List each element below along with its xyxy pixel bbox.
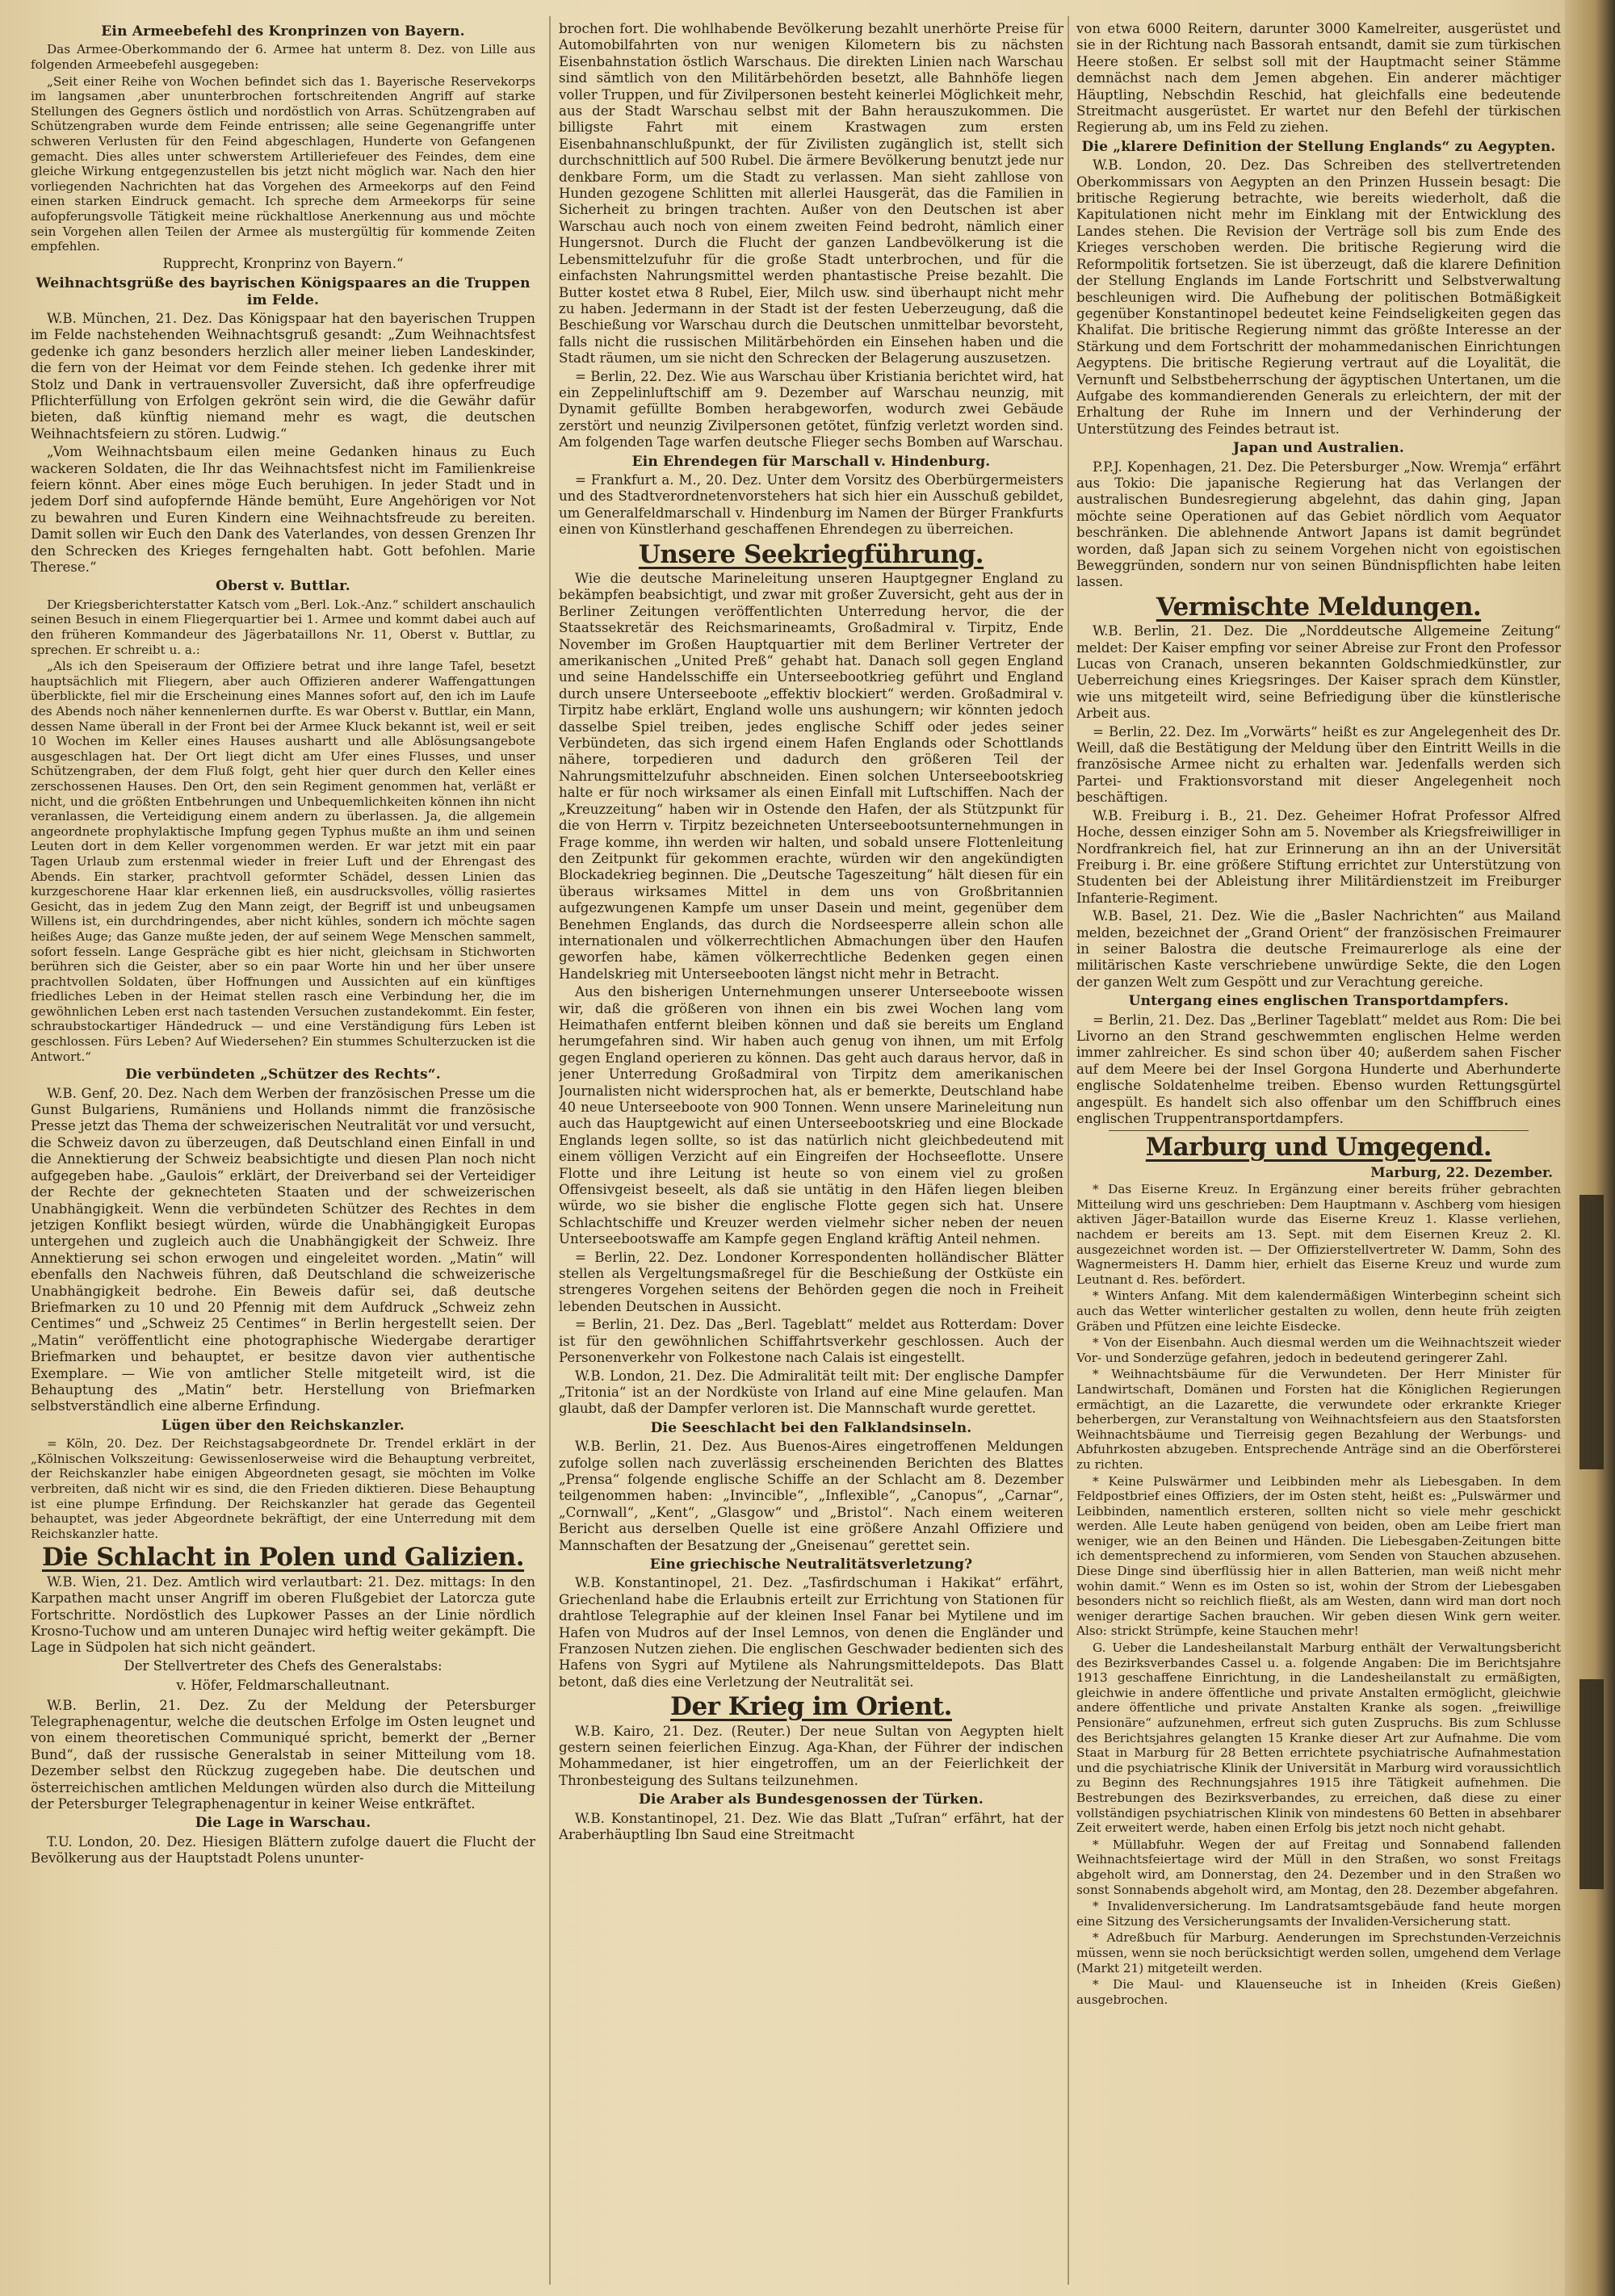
article-paragraph: W.B. Konstantinopel, 21. Dez. Wie das Blatt „Tuſran“ erfährt, hat der Araberhäuptling Ibn Saud eine Streitmacht <box>559 1810 1063 1843</box>
article-paragraph: P.P.J. Kopenhagen, 21. Dez. Die Petersburger „Now. Wremja“ erfährt aus Tokio: Die japanische Regierung hat das Verlangen der australischen Bundesregierung abgelehnt, das dahin ging, Japan möchte seine Operationen auf das Gebiet nördlich vom Aequator beschränken. Die ablehnende Antwort Japans ist damit begründet worden, daß Japan sich zu seinem Vorgehen nicht von egoistischen Beweggründen, sondern nur von seinen Bündnispflichten habe leiten lassen. <box>1076 459 1561 590</box>
local-news-item: * Müllabfuhr. Wegen der auf Freitag und Sonnabend fallenden Weihnachtsfeiertage wird der Müll in den Straßen, wo sonst Freitags abgeholt wird, am Donnerstag, den 24. Dezember und in den Straßen wo sonst Sonnabends abgeholt wird, am Montag, den 28. Dezember abgefahren. <box>1076 1837 1561 1897</box>
article-paragraph: = Berlin, 21. Dez. Das „Berl. Tageblatt“ meldet aus Rotterdam: Dover ist für den gewöhnlichen Schiffahrtsverkehr geschlossen. Auch der Personenverkehr von Folkestone nach Calais ist eingestellt. <box>559 1317 1063 1366</box>
article-paragraph: = Berlin, 22. Dez. Im „Vorwärts“ heißt es zur Angelegenheit des Dr. Weill, daß die Bestätigung der Meldung über den Eintritt Weills in die französische Armee nicht zu erhalten war. Jedenfalls werden sich Partei- und Fraktionsvorstand mit dieser Angelegenheit noch beschäftigen. <box>1076 723 1561 806</box>
article-paragraph: Das Armee-Oberkommando der 6. Armee hat unterm 8. Dez. von Lille aus folgenden Armeebefehl ausgegeben: <box>31 42 535 72</box>
headline-schuetzer: Die verbündeten „Schützer des Rechts“. <box>125 1066 441 1083</box>
article-paragraph: W.B. Freiburg i. B., 21. Dez. Geheimer Hofrat Professor Alfred Hoche, dessen einziger Sohn am 5. November als Kriegsfreiwilliger in Nordfrankreich fiel, hat zur Erinnerung an ihn an der Universität Freiburg i. Br. eine größere Stiftung errichtet zur Unterstützung von Studenten bei der Ableistung ihrer Militärdienstzeit im Freiburger Infanterie-Regiment. <box>1076 807 1561 906</box>
headline-japan: Japan und Australien. <box>1233 440 1404 457</box>
local-news-item: * Keine Pulswärmer und Leibbinden mehr als Liebesgaben. In dem Feldpostbrief eines Offiziers, der im Osten steht, heißt es: „Pulswärmer und Leibbinden, namentlich ersteren, sollten nicht so viele mehr geschickt werden. Alle Leute haben genügend von beiden, oben am Leibe friert man weniger, wie an den Beinen und Händen. Die Liebesgaben-Zeitungen bitte ich dementsprechend zu informieren, vom Senden von Stauchen abzusehen. Diese Dinge sind überflüssig hier in allen Batterien, man weiß nicht mehr wohin damit.“ Wenn es im Osten so ist, wohin der Strom der Liebesgaben besonders nicht so reichlich fließt, als am Westen, dann wird man dort noch weniger derartige Sachen brauchen. Wir geben diesen Wink gern weiter. Also: strickt Strümpfe, keine Stauchen mehr! <box>1076 1473 1561 1639</box>
article-paragraph: W.B. Wien, 21. Dez. Amtlich wird verlautbart: 21. Dez. mittags: In den Karpathen macht unser Angriff im oberen Flußgebiet der Latorcza gute Fortschritte. Nordöstlich des Lupkower Passes an der Linie nördlich Krosno-Tuchow und am unteren Dunajec wird heftig weiter gekämpft. Die Lage in Südpolen hat sich nicht geändert. <box>31 1573 535 1656</box>
headline-luegen: Lügen über den Reichskanzler. <box>161 1417 405 1434</box>
headline-warschau: Die Lage in Warschau. <box>195 1815 371 1832</box>
column-3 <box>1076 21 1561 2281</box>
article-paragraph: W.B. London, 21. Dez. Die Admiralität teilt mit: Der englische Dampfer „Tritonia“ ist an der Nordküste von Irland auf eine Mine gelaufen. Man glaubt, daß der Dampfer verloren ist. Die Mannschaft wurde gerettet. <box>559 1368 1063 1417</box>
article-paragraph: „Seit einer Reihe von Wochen befindet sich das 1. Bayerische Reservekorps im langsamen ‚aber ununterbrochen fortschreitenden Angriff auf starke Stellungen des Gegners östlich und nordöstlich von Arras. Schützengraben auf Schützengraben wurde dem Feinde entrissen; alle seine Gegenangriffe unter schweren Verlusten für den Feind abgeschlagen, Hunderte von Gefangenen gemacht. Dies alles unter schwerstem Artilleriefeuer des Feindes, dem eine gleiche Wirkung entgegenzustellen bis jetzt nicht möglich war. Nach den hier vorliegenden Nachrichten hat das Vorgehen des Armeekorps auf den Feind einen starken Eindruck gemacht. Ich spreche dem Armeekorps für seine aufopferungsvolle Tätigkeit meine rückhaltlose Anerkennung aus und möchte sein Vorgehen allen Teilen der Armee als mustergültig für kommende Zeiten empfehlen. <box>31 73 535 254</box>
column-2 <box>559 21 1063 2281</box>
headline-araber: Die Araber als Bundesgenossen der Türken. <box>639 1791 984 1808</box>
headline-buttlar: Oberst v. Buttlar. <box>216 578 350 595</box>
article-paragraph: W.B. Berlin, 21. Dez. Die „Norddeutsche Allgemeine Zeitung“ meldet: Der Kaiser empfing vor seiner Abreise zur Front den Professor Lucas von Cranach, unseren bekannten Goldschmiedkünstler, zur Ueberreichung eines Kriegsringes. Der Kaiser sprach dem Künstler, wie uns mitgeteilt wird, seine Befriedigung über die künstlerische Arbeit aus. <box>1076 623 1561 722</box>
headline-seekrieg: Unsere Seekriegführung. <box>638 539 984 569</box>
article-paragraph: „Als ich den Speiseraum der Offiziere betrat und ihre lange Tafel, besetzt hauptsächlich mit Fliegern, aber auch Offizieren anderer Waffengattungen überblickte, fiel mir die Erscheinung eines Mannes sofort auf, den ich im Laufe des Abends noch näher kennenlernen durfte. Es war Oberst v. Buttlar, ein Mann, dessen Name überall in der Front bei der Armee Kluck bekannt ist, weil er seit 10 Wochen im Keller eines Hauses aushartt und alle Ablösungsangebote ausgeschlagen hat. Der Ort liegt dicht am Ufer eines Flusses, und unser Schützengraben, der dem Fluß folgt, geht hier quer durch den Keller eines zerschossenen Hauses. Den Ort, den sein Regiment genommen hat, verläßt er nicht, und die größten Entbehrungen und Unbequemlichkeiten können ihn nicht veranlassen, die Verteidigung einem andern zu überlassen. Ja, die allgemein angeordnete prophylaktische Impfung gegen Typhus mußte an ihm und seinen Leuten dort in dem Keller vorgenommen werden. Er war jetzt mit ein paar Tagen Urlaub zum erstenmal wieder in freier Luft und der Ehrengast des Abends. Ein starker, prachtvoll geformter Schädel, dessen Linien das kurzgeschorene Haar klar erkennen ließ, ein ausdrucksvolles, völlig rasiertes Gesicht, das in jedem Zug den Mann zeigt, der Begriff ist und unbeugsamen Willens ist, ein durchdringendes, aber nicht kühles, sondern ich möchte sagen heißes Auge; das Ganze mußte jeden, der auf seinem Wege Menschen sammelt, sofort fesseln. Lange Gespräche gibt es hier nicht, gleichsam in Stichworten berühren sich die Geister, aber so ein paar Worte hin und her über unsere prachtvollen Soldaten, über Hoffnungen und Aussichten auf ein künftiges friedliches Leben in der Heimat stellen rasch eine Verbindung her, die im gewöhnlichen Leben erst nach tastenden Versuchen zustandekommt. Ein fester, schraubstockartiger Händedruck — und eine Verständigung fürs Leben ist geschlossen. Fürs Leben? Auf Wiedersehen? Ein stummes Schulterzucken ist die Antwort.“ <box>31 659 535 1064</box>
article-paragraph: „Vom Weihnachtsbaum eilen meine Gedanken hinaus zu Euch wackeren Soldaten, die Ihr das Weihnachtsfest nicht im Familienkreise feiern könnt. Aber eines möge Euch beruhigen. In jeder Stadt und in jedem Dorf sind aufopfernde Hände bemüht, Eure Angehörigen vor Not zu bewahren und Euren Kindern eine Weihnachtsfreude zu bereiten. Damit sollen wir Euch den Dank des Vaterlandes, von dessen Grenzen Ihr den Schrecken des Krieges ferngehalten habt. Gott befohlen. Marie Therese.“ <box>31 444 535 576</box>
article-paragraph: = Berlin, 22. Dez. Wie aus Warschau über Kristiania berichtet wird, hat ein Zeppelinluftschiff am 9. Dezember auf Warschau neunzig, mit Dynamit gefüllte Bomben herabgeworfen, wodurch zwei Gebäude zerstört und neunzig Zivilpersonen getötet, fünfzig verletzt worden sind. Am folgenden Tage warfen deutsche Flieger sechs Bomben auf Warschau. <box>559 368 1063 450</box>
section-divider <box>1109 1130 1529 1131</box>
local-news-item: * Weihnachtsbäume für die Verwundeten. Der Herr Minister für Landwirtschaft, Domänen und Forsten hat die Königlichen Regierungen ermächtigt, an die Lazarette, die verwundete oder erkrankte Krieger beherbergen, zur Veranstaltung von Weihnachtsfeiern aus den Staatsforsten Weihnachtsbäume und Tierreisig gegen Bezahlung der Werbungs- und Abfuhrkosten abzugeben. Entsprechende Anträge sind an die Oberförsterei zu richten. <box>1076 1367 1561 1472</box>
column-1 <box>31 21 535 2281</box>
headline-ehrendegen: Ein Ehrendegen für Marschall v. Hindenburg. <box>631 453 991 470</box>
signature: Rupprecht, Kronprinz von Bayern.“ <box>162 255 404 271</box>
article-paragraph: W.B. Berlin, 21. Dez. Aus Buenos-Aires eingetroffenen Meldungen zufolge sollen nach zuverlässig erscheinenden Berichten des Blattes „Prensa“ folgende englische Schiffe an der Schlacht am 8. Dezember teilgenommen haben: „Invincible“, „Inflexible“, „Canopus“, „Carnar“, „Cornwall“, „Kent“, „Glasgow“ und „Bristol“. Nach einem weiteren Bericht aus derselben Quelle ist eine größere Anzahl Offiziere und Mannschaften der Besatzung der „Gneisenau“ gerettet sein. <box>559 1439 1063 1553</box>
headline-polen: Die Schlacht in Polen und Galizien. <box>41 1543 525 1573</box>
local-news-item: * Invalidenversicherung. Im Landratsamtsgebäude fand heute morgen eine Sitzung des Versicherungsamts der Invaliden-Versicherung statt. <box>1076 1899 1561 1929</box>
article-paragraph: Aus den bisherigen Unternehmungen unserer Unterseeboote wissen wir, daß die größeren von ihnen ein bis zwei Wochen lang vom Heimathafen entfernt bleiben können und daß sie bereits um England herumgefahren sind. Wir haben auch genug von ihnen, um mit Erfolg gegen England operieren zu können. Das geht auch daraus hervor, daß in jener Unterredung Großadmiral von Tirpitz dem amerikanischen Journalisten nicht widersprochen hat, als er bemerkte, Deutschland habe 40 neue Unterseeboote von 900 Tonnen. Wenn unsere Marineleitung nun auch das Hauptgewicht auf einen Unterseebootskrieg und eine Blockade Englands legen sollte, so ist das natürlich nicht gleichbedeutend mit einem völligen Verzicht auf ein Eingreifen der Hochseeflotte. Unsere Flotte und ihre Leitung ist heute so von einem viel zu großen Offensivgeist beseelt, als daß sie untätig in den Häfen liegen bleiben würde, wo sie bisher die englische Flotte gegen sich hat. Unsere Schlachtschiffe und Kreuzer werden vielmehr sicher neben der neuen Unterseebootswaffe am Kampfe gegen England kräftig Anteil nehmen. <box>559 984 1063 1247</box>
article-paragraph: W.B. London, 20. Dez. Das Schreiben des stellvertretenden Oberkommissars von Aegypten an den Prinzen Hussein besagt: Die britische Regierung betrachte, wie bereits wiederholt, daß die Kapitulationen nicht mehr im Einklang mit der Entwicklung des Landes stehen. Die Revision der Verträge soll bis zum Ende des Krieges verschoben werden. Die britische Regierung wird die Reformpolitik fortsetzen. Sie ist überzeugt, daß die klarere Definition der Stellung Englands im Lande Fortschritt und Selbstverwaltung beschleunigen wird. Die Aufhebung der politischen Botmäßigkeit gegenüber Konstantinopel bedeutet keine Feindseligkeiten gegen das Khalifat. Die britische Regierung nimmt das größte Interesse an der Stärkung und dem Fortschritt der mohammedanischen Einrichtungen Aegyptens. Die britische Regierung vertraut auf die Loyalität, die Vernunft und Selbstbeherrschung der ägyptischen Untertanen, um die Aufgabe des kommandierenden Generals zu erleichtern, der mit der Erhaltung der Ruhe im Innern und der Verhinderung der Unterstützung des Feindes betraut ist. <box>1076 157 1561 437</box>
column-rule <box>1068 16 1069 2285</box>
article-paragraph: W.B. Berlin, 21. Dez. Zu der Meldung der Petersburger Telegraphenagentur, welche die deutschen Erfolge im Osten leugnet und von einem theoretischen Communiqué spricht, bemerkt der „Berner Bund“, daß der russische Generalstab in seiner Mitteilung vom 18. Dezember selbst den Rückzug zugegeben habe. Die deutschen und österreichischen amtlichen Meldungen würden also durch die Mitteilung der Petersburger Telegraphenagentur in keiner Weise entkräftet. <box>31 1697 535 1812</box>
neighbor-page-fragment <box>1579 1679 1604 1889</box>
article-paragraph: = Berlin, 21. Dez. Das „Berliner Tageblatt“ meldet aus Rom: Die bei Livorno an den Strand geschwemmten englischen Helme werden immer zahlreicher. Es sind schon über 40; außerdem sahen Fischer auf dem Meere bei der Insel Gorgona Hunderte und Aberhunderte englische Soldatenhelme treiben. Ebenso wurden Rettungsgürtel angespült. Es handelt sich also offenbar um den Schiffbruch eines englischen Truppentransportdampfers. <box>1076 1012 1561 1126</box>
page-edge-shadow <box>1565 0 1615 2296</box>
article-paragraph: W.B. München, 21. Dez. Das Königspaar hat den bayerischen Truppen im Felde nachstehenden Weihnachtsgruß gesandt: „Zum Weihnachtsfest gedenke ich ganz besonders herzlich aller meiner lieben Landeskinder, die fern von der Heimat vor dem Feinde stehen. Ich gedenke ihrer mit Stolz und Dank in vertrauensvoller Zuversicht, daß ihre opferfreudige Pflichterfüllung von Erfolgen gekrönt sein wird, die die Gewähr dafür bieten, daß künftig niemand mehr es wagt, die deutschen Weihnachtsfeiern zu stören. Ludwig.“ <box>31 310 535 442</box>
neighbor-page-fragment <box>1579 1195 1604 1469</box>
headline-weihnacht: Weihnachtsgrüße des bayrischen Königspaares an die Truppen im Felde. <box>36 275 531 308</box>
article-paragraph: W.B. Konstantinopel, 21. Dez. „Tasfirdschuman i Hakikat“ erfährt, Griechenland habe die Erlaubnis erteilt zur Errichtung von Stationen für drahtlose Telegraphie auf der kleinen Insel Fanar bei Mytilene und im Hafen von Mudros auf der Insel Lemnos, von denen die Engländer und Franzosen Nutzen ziehen. Die englischen Geschwader bedienten sich des Hafens von Sygri auf Mytilene als Nahrungsmitteldepots. Das Blatt betont, daß dies eine Verletzung der Neutralität sei. <box>559 1575 1063 1690</box>
article-paragraph: T.U. London, 20. Dez. Hiesigen Blättern zufolge dauert die Flucht der Bevölkerung aus der Hauptstadt Polens ununter- <box>31 1833 535 1867</box>
headline-vermischte: Vermischte Meldungen. <box>1156 592 1482 622</box>
headline-orient: Der Krieg im Orient. <box>670 1692 952 1722</box>
dateline: Marburg, 22. Dezember. <box>1370 1163 1553 1180</box>
local-news-item: G. Ueber die Landesheilanstalt Marburg enthält der Verwaltungsbericht des Bezirksverbandes Cassel u. a. folgende Angaben: Die im Berichtsjahre 1913 geschaffene Einrichtung, in die Landesheilanstalt zu ermäßigten, gleichwie in andere öffentliche und private Anstalten ermöglicht, gleichwie andere öffentliche und private Anstalten Kranke als sogen. „freiwillige Pensionäre“ aufzunehmen, erfreut sich guten Zuspruchs. Bis zum Schlusse des Berichtsjahres gelangten 15 Kranke dieser Art zur Aufnahme. Die vom Staat in Marburg für 28 Betten errichtete psychiatrische Aufnahmestation und die psychiatrische Klinik der Universität in Marburg wird voraussichtlich zu Beginn des Rechnungsjahres 1915 ihre Tätigkeit aufnehmen. Die Bestrebungen des Bezirksverbandes, zu erreichen, daß diese zu einer vollständigen psychiatrischen Klinik von mindestens 60 Betten in absehbarer Zeit erweitert werde, haben einen Erfolg bis jetzt noch nicht gehabt. <box>1076 1640 1561 1836</box>
signature: v. Höfer, Feldmarschalleutnant. <box>176 1678 390 1694</box>
local-news-item: * Winters Anfang. Mit dem kalendermäßigen Winterbeginn scheint sich auch das Wetter winterlicher gestalten zu wollen, denn heute früh zeigten Gräben und Pfützen eine leichte Eisdecke. <box>1076 1288 1561 1334</box>
article-paragraph: Der Kriegsberichterstatter Katsch vom „Berl. Lok.-Anz.“ schildert anschaulich seinen Besuch in einem Fliegerquartier bei 1. Armee und kommt dabei auch auf den früheren Kommandeur des Jägerbataillons Nr. 11, Oberst v. Buttlar, zu sprechen. Er schreibt u. a.: <box>31 597 535 657</box>
headline-neutral: Eine griechische Neutralitätsverletzung? <box>649 1556 973 1573</box>
local-news-item: * Adreßbuch für Marburg. Aenderungen im Sprechstunden-Verzeichnis müssen, wenn sie noch berücksichtigt werden sollen, umgehend dem Verlage (Markt 21) mitgeteilt werden. <box>1076 1930 1561 1975</box>
headline-marburg: Marburg und Umgegend. <box>1145 1133 1492 1163</box>
headline-falkland: Die Seeschlacht bei den Falklandsinseln. <box>650 1419 972 1436</box>
article-paragraph: Der Stellvertreter des Chefs des Generalstabs: <box>124 1657 443 1674</box>
local-news-item: * Die Maul- und Klauenseuche ist in Inheiden (Kreis Gießen) ausgebrochen. <box>1076 1977 1561 2007</box>
article-paragraph: W.B. Genf, 20. Dez. Nach dem Werben der französischen Presse um die Gunst Bulgariens, Rumäniens und Hollands nimmt die französische Presse jetzt das Thema der schweizerischen Neutralität vor und versucht, die Schweiz davon zu überzeugen, daß Deutschland einen Einfall in und die Annektierung der Schweiz beabsichtigte und diesen Plan noch nicht aufgegeben habe. „Gaulois“ erklärt, der Dreiverband sei der Verteidiger der Rechte der geknechteten Staaten und der schweizerischen Unabhängigkeit. Wenn die verbündeten Schützer des Rechtes in dem jetzigen Konflikt besiegt würden, würde die Unabhängigkeit Europas untergehen und zugleich auch die Unabhängigkeit der Schweiz. Ihre Annektierung sei schon erwogen und eingeleitet worden. „Matin“ will ebenfalls den Nachweis führen, daß Deutschland die schweizerische Unabhängigkeit bedrohe. Ein Beweis dafür sei, daß deutsche Briefmarken zu 10 und 20 Pfennig mit dem Aufdruck „Schweiz zehn Centimes“ und „Schweiz 25 Centimes“ in Berlin hergestellt seien. Der „Matin“ veröffentlicht eine photographische Wiedergabe derartiger Briefmarken und behauptet, er besitze davon vier authentische Exemplare. — Wie von amtlicher Stelle mitgeteilt wird, ist die Behauptung des „Matin“ betr. Herstellung von Briefmarken selbstverständlich eine alberne Erfindung. <box>31 1085 535 1414</box>
headline-aegypten: Die „klarere Definition der Stellung Englands“ zu Aegypten. <box>1081 138 1556 155</box>
article-paragraph: von etwa 6000 Reitern, darunter 3000 Kamelreiter, ausgerüstet und sie in der Richtung nach Bassorah entsandt, damit sie zum türkischen Heere stoßen. Er selbst soll mit der Hauptmacht seiner Stämme demnächst nach dem Jemen abgehen. Ein anderer mächtiger Häuptling, Nebschdin Reschid, hat gleichfalls eine bedeutende Streitmacht ausgerüstet. Er wartet nur den Befehl der türkischen Regierung ab, um ins Feld zu ziehen. <box>1076 21 1561 136</box>
article-paragraph: W.B. Basel, 21. Dez. Wie die „Basler Nachrichten“ aus Mailand melden, bezeichnet der „Grand Orient“ der französischen Freimaurer in seiner Balostra die deutsche Freimaurerloge als eine der militärischen Kaste verschriebene unwürdige Sekte, die den Logen der ganzen Welt zum Gespött und zur Verachtung gereiche. <box>1076 908 1561 990</box>
column-rule <box>549 16 551 2285</box>
article-paragraph: = Berlin, 22. Dez. Londoner Korrespondenten holländischer Blätter stellen als Vergeltungsmaßregel für die Beschießung der Ostküste ein strengeres Vorgehen seitens der Behörden gegen die noch in Freiheit lebenden Deutschen in Aussicht. <box>559 1249 1063 1314</box>
local-news-item: * Von der Eisenbahn. Auch diesmal werden um die Weihnachtszeit wieder Vor- und Sonderzüge gefahren, jedoch in bedeutend geringerer Zahl. <box>1076 1335 1561 1365</box>
article-paragraph: brochen fort. Die wohlhabende Bevölkerung bezahlt unerhörte Preise für Automobilfahrten von nur wenigen Kilometern bis zu nächsten Eisenbahnstation östlich Warschaus. Die direkten Linien nach Warschau sind sämtlich von den Militärbehörden besetzt, alle Bahnhöfe liegen voller Truppen, und für Zivilpersonen besteht keinerlei Möglichkeit mehr, aus der Stadt Warschau selbst mit der Bahn herauszukommen. Die billigste Fahrt mit einem Krastwagen zum ersten Eisenbahnanschlußpunkt, der für Zivilisten zugänglich ist, stellt sich durchschnittlich auf 500 Rubel. Die ärmere Bevölkerung benutzt jede nur denkbare Form, um die Stadt zu verlassen. Man sieht zahllose von Hunden gezogene Schlitten mit allerlei Hausgerät, das die Familien in Sicherheit zu bringen trachten. Außer von den Deutschen ist aber Warschau auch noch von einem zweiten Feind bedroht, nämlich einer Hungersnot. Durch die Flucht der ganzen Landbevölkerung ist die Lebensmittelzufuhr für die große Stadt unterbrochen, und für die einfachsten Nahrungsmittel werden phantastische Preise bezahlt. Die Butter kostet etwa 8 Rubel, Eier, Milch usw. sind überhaupt nicht mehr zu haben. Jedermann in der Stadt ist der festen Ueberzeugung, daß die Beschießung vor Warschau durch die Deutschen unmittelbar bevorsteht, falls nicht die russischen Militärbehörden ein Einsehen haben und die Stadt räumen, um sie nicht den Schrecken der Belagerung auszusetzen. <box>559 21 1063 367</box>
local-news-item: * Das Eiserne Kreuz. In Ergänzung einer bereits früher gebrachten Mitteilung wird uns geschrieben: Dem Hauptmann v. Aschberg vom hiesigen aktiven Jäger-Bataillon wurde das Eiserne Kreuz 1. Klasse verliehen, nachdem er bereits am 13. Sept. mit dem Eisernen Kreuz 2. Kl. ausgezeichnet worden ist. — Der Offizierstellvertreter W. Damm, Sohn des Wagnermeisters H. Damm hier, erhielt das Eiserne Kreuz und wurde zum Leutnant d. Res. befördert. <box>1076 1182 1561 1287</box>
article-paragraph: = Frankfurt a. M., 20. Dez. Unter dem Vorsitz des Oberbürgermeisters und des Stadtverordnetenvorstehers hat sich hier ein Ausschuß gebildet, um Generalfeldmarschall v. Hindenburg im Namen der Bürger Frankfurts einen von Künstlerhand geschaffenen Ehrendegen zu überreichen. <box>559 471 1063 538</box>
article-paragraph: W.B. Kairo, 21. Dez. (Reuter.) Der neue Sultan von Aegypten hielt gestern seinen feierlichen Einzug. Aga-Khan, der Führer der indischen Mohammedaner, ist hier eingetroffen, um an der Feierlichkeit der Thronbesteigung des Sultans teilzunehmen. <box>559 1723 1063 1788</box>
article-paragraph: Wie die deutsche Marineleitung unseren Hauptgegner England zu bekämpfen beabsichtigt, und zwar mit großer Zuversicht, geht aus der in Berliner Zeitungen veröffentlichten Unterredung hervor, die der Staatssekretär des Reichsmarineamts, Großadmiral v. Tirpitz, Ende November im Großen Hauptquartier mit dem Berliner Vertreter der amerikanischen „United Preß“ gehabt hat. Danach soll gegen England und seine Handelsschiffe ein Unterseebootkrieg geführt und England durch unsere Unterseeboote „effektiv blockiert“ werden. Großadmiral v. Tirpitz habe erklärt, England wolle uns aushungern; wir könnten jedoch dasselbe Spiel treiben, jedes englische Schiff oder jedes seiner Verbündeten, das sich irgend einem Hafen Englands oder Schottlands nähere, torpedieren und dadurch den größeren Teil der Nahrungsmittelzufuhr abschneiden. Einen solchen Unterseebootskrieg halte er für noch wirksamer als einen Einfall mit Luftschiffen. Nach der „Kreuzzeitung“ haben wir in Ostende den Hafen, der als Stützpunkt für die von Herrn v. Tirpitz bezeichneten Unterseebootsunternehmungen in Frage komme, ihn werden wir halten, und sobald unsere Flottenleitung den Zeitpunkt für gekommen erachte, würden wir den angekündigten Blockadekrieg beginnen. Die „Deutsche Tageszeitung“ hält diesen für ein überaus wirksames Mittel in dem uns von Großbritannien aufgezwungenen Kampfe um unser Dasein und meint, gegenüber dem Benehmen Englands, das durch die Nordseesperre allein schon alle internationalen und völkerrechtlichen Abmachungen über den Haufen geworfen habe, kämen völkerrechtliche Bedenken gegen einen Handelskrieg mit Unterseebooten längst nicht mehr in Betracht. <box>559 571 1063 982</box>
article-paragraph: = Köln, 20. Dez. Der Reichstagsabgeordnete Dr. Trendel erklärt in der „Kölnischen Volkszeitung: Gewissenloserweise wird die Behauptung verbreitet, der Reichskanzler habe einigen Abgeordneten gesagt, sie möchten im Volke verbreiten, daß nicht wir es sind, die den Frieden diktieren. Diese Behauptung ist eine plumpe Erfindung. Der Reichskanzler hat gerade das Gegenteil behauptet, was jeder Abgeordnete bekräftigt, der eine Unterredung mit dem Reichskanzler hatte. <box>31 1436 535 1541</box>
headline-kronprinz: Ein Armeebefehl des Kronprinzen von Bayern. <box>101 23 465 40</box>
headline-untergang: Untergang eines englischen Transportdampfers. <box>1128 993 1509 1010</box>
